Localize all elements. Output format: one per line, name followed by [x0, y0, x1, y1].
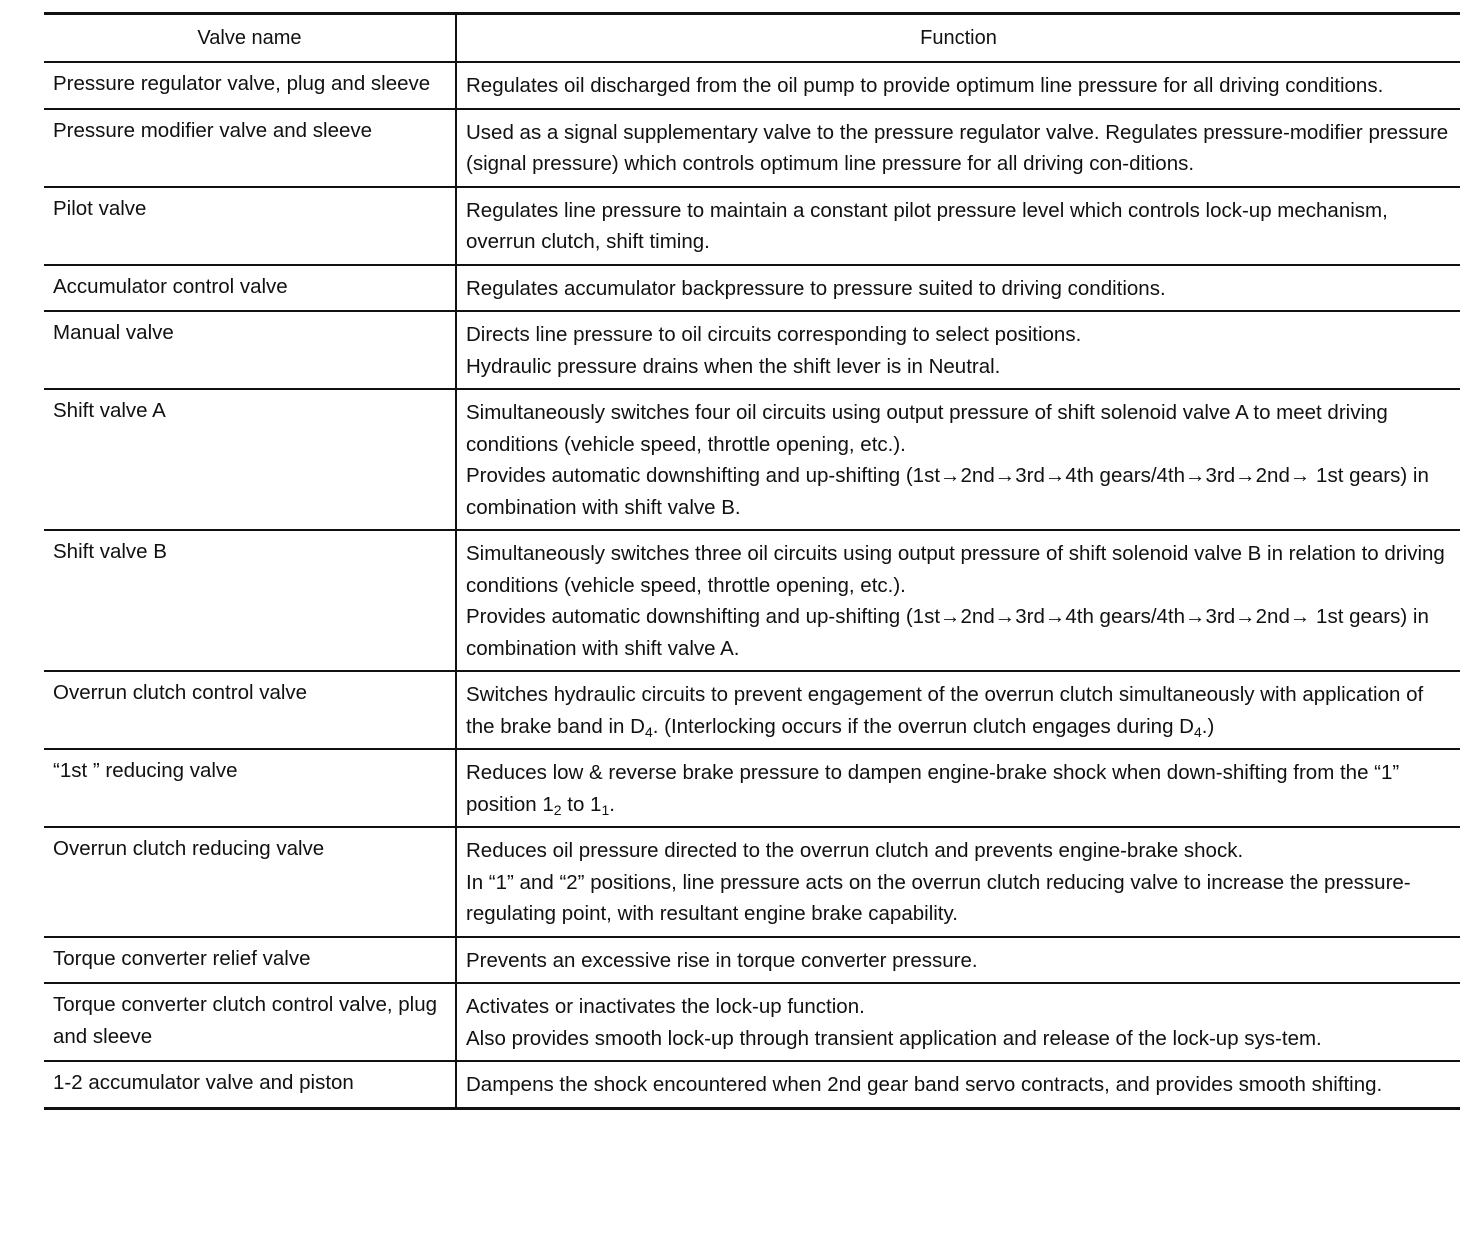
valve-name-header: Valve name: [44, 14, 456, 63]
function-text-part: . (Interlocking occurs if the overrun clutch engages during D: [652, 714, 1194, 738]
function-text: Regulates accumulator backpressure to pressure suited to driving conditions.: [466, 276, 1166, 300]
function-text: Provides automatic downshifting and up-shifting (1st→2nd→3rd→4th gears/4th→3rd→2nd→ 1st gears) in combination with shift valve A.: [466, 605, 1429, 660]
table-row: [44, 937, 1460, 984]
valve-name-cell: Pressure modifier valve and sleeve: [44, 109, 456, 187]
function-cell: [456, 530, 1460, 671]
subscript: 1: [601, 801, 610, 818]
function-text: Reduces oil pressure directed to the overrun clutch and prevents engine-brake shock.: [466, 839, 1244, 862]
function-text: Directs line pressure to oil circuits corresponding to select positions.: [466, 323, 1082, 346]
function-text-part: .: [609, 792, 615, 816]
valve-name-cell: Pilot valve: [44, 187, 456, 265]
table-row: [44, 62, 1460, 109]
function-text: Simultaneously switches three oil circuits using output pressure of shift solenoid valve B in relation to driving conditions (vehicle speed, throttle opening, etc.).: [466, 542, 1445, 597]
function-cell: [456, 671, 1460, 749]
function-text-part: Reduces low & reverse brake pressure to dampen engine-brake shock when down-shifting from the “1” position 1: [466, 761, 1400, 816]
function-text: In “1” and “2” positions, line pressure acts on the overrun clutch reducing valve to increase the pressure-regulating point, with resultant engine brake capability.: [466, 870, 1411, 925]
function-cell: [456, 109, 1460, 187]
function-cell: [456, 827, 1460, 937]
table-row: [44, 187, 1460, 265]
valve-name-cell: Overrun clutch reducing valve: [44, 827, 456, 937]
function-text-part: to 1: [561, 792, 602, 816]
function-text: [466, 679, 1454, 742]
table-row: [44, 827, 1460, 937]
valve-name-cell: Overrun clutch control valve: [44, 671, 456, 749]
table-header-row: [44, 14, 1460, 63]
function-text: Also provides smooth lock-up through transient application and release of the lock-up sys-tem.: [466, 1026, 1322, 1050]
table-row: [44, 983, 1460, 1061]
function-cell: [456, 265, 1460, 312]
subscript: 2: [553, 801, 562, 818]
function-text: [466, 757, 1454, 820]
function-cell: [456, 1061, 1460, 1108]
function-cell: [456, 389, 1460, 530]
valve-function-table: [44, 12, 1460, 1110]
valve-name-cell: Accumulator control valve: [44, 265, 456, 312]
table-row: [44, 389, 1460, 530]
valve-name-cell: 1-2 accumulator valve and piston: [44, 1061, 456, 1108]
valve-name-cell: Shift valve A: [44, 389, 456, 530]
subscript: 4: [1193, 723, 1202, 740]
function-text: Provides automatic downshifting and up-shifting (1st→2nd→3rd→4th gears/4th→3rd→2nd→ 1st gears) in combination with shift valve B.: [466, 464, 1429, 519]
function-header: Function: [456, 14, 1460, 63]
table-row: [44, 265, 1460, 312]
valve-name-cell: Shift valve B: [44, 530, 456, 671]
function-text: Dampens the shock encountered when 2nd gear band servo contracts, and provides smooth shifting.: [466, 1073, 1383, 1096]
valve-name-cell: Torque converter clutch control valve, plug and sleeve: [44, 983, 456, 1061]
function-text: Activates or inactivates the lock-up function.: [466, 995, 865, 1018]
function-text-part: Switches hydraulic circuits to prevent engagement of the overrun clutch simultaneously with application of the brake band in D: [466, 683, 1424, 738]
function-text: Regulates oil discharged from the oil pump to provide optimum line pressure for all driving conditions.: [466, 74, 1384, 97]
function-cell: [456, 937, 1460, 984]
table-row: [44, 749, 1460, 827]
subscript: 4: [644, 723, 653, 740]
table-row: [44, 671, 1460, 749]
function-cell: [456, 983, 1460, 1061]
valve-name-cell: “1st ” reducing valve: [44, 749, 456, 827]
function-text: Regulates line pressure to maintain a constant pilot pressure level which controls lock-up mechanism, overrun clutch, shift timing.: [466, 198, 1388, 253]
function-text: Prevents an excessive rise in torque converter pressure.: [466, 948, 978, 972]
function-text: Used as a signal supplementary valve to the pressure regulator valve. Regulates pressure-modifier pressure (signal pressure) which controls optimum line pressure for all driving con-ditions.: [466, 120, 1449, 175]
function-cell: [456, 749, 1460, 827]
table-row: [44, 311, 1460, 389]
function-text: Simultaneously switches four oil circuits using output pressure of shift solenoid valve A to meet driving conditions (vehicle speed, throttle opening, etc.).: [466, 401, 1388, 456]
function-text: Hydraulic pressure drains when the shift lever is in Neutral.: [466, 354, 1001, 378]
function-text-part: .): [1201, 714, 1215, 738]
valve-name-cell: Pressure regulator valve, plug and sleeve: [44, 62, 456, 109]
table-row: [44, 1061, 1460, 1108]
function-cell: [456, 311, 1460, 389]
valve-name-cell: Manual valve: [44, 311, 456, 389]
valve-name-cell: Torque converter relief valve: [44, 937, 456, 984]
table-row: [44, 109, 1460, 187]
function-cell: [456, 187, 1460, 265]
function-cell: [456, 62, 1460, 109]
table-row: [44, 530, 1460, 671]
